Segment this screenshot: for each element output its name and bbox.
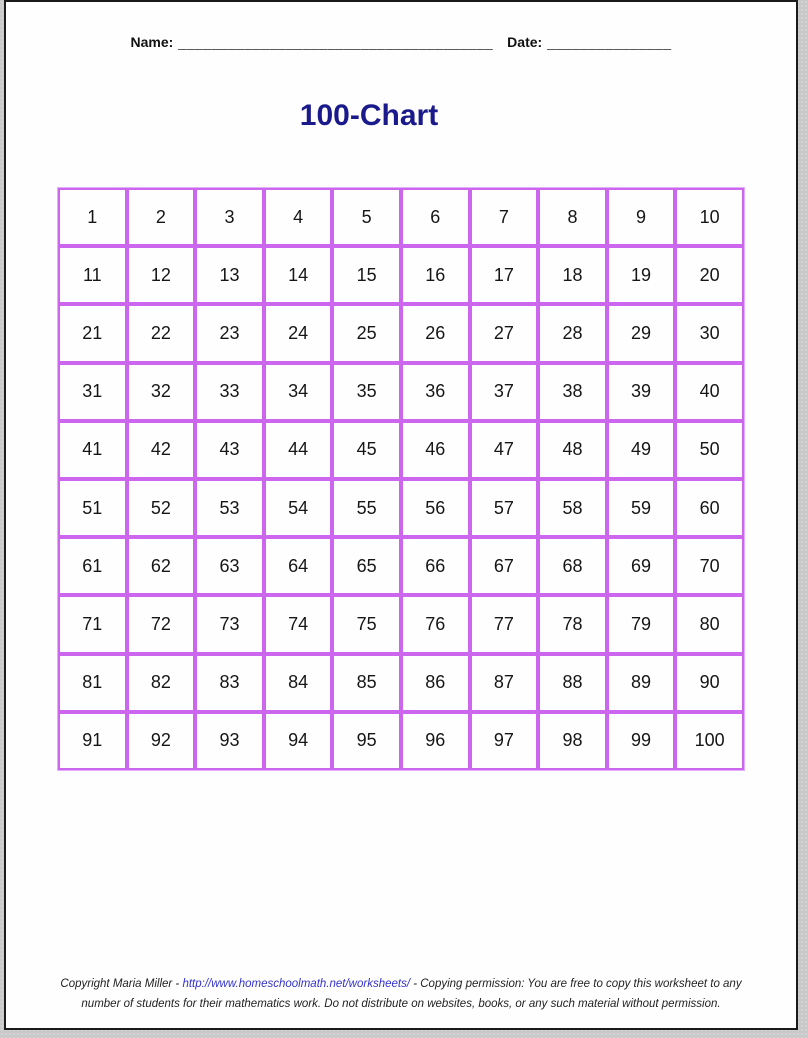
grid-cell: 1 [58,188,127,246]
grid-cell: 2 [127,188,196,246]
grid-cell: 87 [470,654,539,712]
grid-cell: 94 [264,712,333,770]
grid-cell: 82 [127,654,196,712]
grid-cell: 34 [264,363,333,421]
grid-cell: 81 [58,654,127,712]
grid-cell: 86 [401,654,470,712]
copyright-footer [48,974,754,1014]
grid-row [58,188,744,246]
grid-cell: 25 [332,304,401,362]
grid-row [58,479,744,537]
grid-cell: 92 [127,712,196,770]
grid-cell: 60 [675,479,744,537]
grid-cell: 97 [470,712,539,770]
grid-cell: 54 [264,479,333,537]
grid-cell: 27 [470,304,539,362]
grid-cell: 89 [607,654,676,712]
grid-cell: 78 [538,595,607,653]
grid-cell: 40 [675,363,744,421]
grid-cell: 7 [470,188,539,246]
grid-cell: 72 [127,595,196,653]
grid-cell: 41 [58,421,127,479]
grid-cell: 58 [538,479,607,537]
grid-cell: 39 [607,363,676,421]
worksheet-page [4,0,798,1030]
grid-cell: 96 [401,712,470,770]
grid-row [58,654,744,712]
grid-cell: 95 [332,712,401,770]
grid-cell: 77 [470,595,539,653]
grid-cell: 84 [264,654,333,712]
grid-cell: 48 [538,421,607,479]
grid-row [58,421,744,479]
grid-cell: 91 [58,712,127,770]
grid-cell: 73 [195,595,264,653]
grid-cell: 51 [58,479,127,537]
grid-cell: 4 [264,188,333,246]
grid-cell: 8 [538,188,607,246]
grid-cell: 93 [195,712,264,770]
grid-cell: 36 [401,363,470,421]
grid-cell: 56 [401,479,470,537]
grid-cell: 90 [675,654,744,712]
grid-cell: 13 [195,246,264,304]
grid-row [58,712,744,770]
grid-cell: 14 [264,246,333,304]
grid-cell: 12 [127,246,196,304]
grid-cell: 63 [195,537,264,595]
hundred-chart-table [57,187,745,771]
grid-cell: 46 [401,421,470,479]
grid-row [58,246,744,304]
page-title: 100-Chart [299,99,439,132]
grid-cell: 55 [332,479,401,537]
grid-cell: 35 [332,363,401,421]
grid-cell: 3 [195,188,264,246]
grid-cell: 18 [538,246,607,304]
grid-cell: 21 [58,304,127,362]
grid-cell: 15 [332,246,401,304]
grid-cell: 65 [332,537,401,595]
grid-cell: 37 [470,363,539,421]
grid-cell: 75 [332,595,401,653]
grid-cell: 66 [401,537,470,595]
name-blank-line: ______________________________________ [178,34,494,50]
grid-cell: 20 [675,246,744,304]
grid-cell: 85 [332,654,401,712]
grid-cell: 70 [675,537,744,595]
grid-cell: 6 [401,188,470,246]
grid-cell: 83 [195,654,264,712]
grid-cell: 98 [538,712,607,770]
name-label: Name: [130,34,174,50]
grid-cell: 53 [195,479,264,537]
grid-cell: 79 [607,595,676,653]
grid-cell: 16 [401,246,470,304]
grid-cell: 62 [127,537,196,595]
date-blank-line: _______________ [547,34,672,50]
grid-cell: 61 [58,537,127,595]
grid-cell: 74 [264,595,333,653]
grid-cell: 29 [607,304,676,362]
grid-cell: 26 [401,304,470,362]
grid-row [58,537,744,595]
grid-cell: 52 [127,479,196,537]
grid-cell: 100 [675,712,744,770]
grid-cell: 68 [538,537,607,595]
copyright-prefix: Copyright Maria Miller - [60,978,183,990]
grid-cell: 45 [332,421,401,479]
grid-row [58,304,744,362]
grid-cell: 76 [401,595,470,653]
grid-cell: 38 [538,363,607,421]
grid-cell: 43 [195,421,264,479]
copyright-suffix: - Copying permission: You are free to copy this worksheet to any number of students for their mathematics work. Do not distribute on websites, books, or any such material without permission. [81,978,742,1010]
grid-row [58,595,744,653]
grid-cell: 23 [195,304,264,362]
grid-cell: 28 [538,304,607,362]
grid-cell: 17 [470,246,539,304]
grid-cell: 59 [607,479,676,537]
grid-cell: 69 [607,537,676,595]
grid-cell: 5 [332,188,401,246]
grid-cell: 31 [58,363,127,421]
grid-row [58,363,744,421]
grid-cell: 30 [675,304,744,362]
grid-cell: 10 [675,188,744,246]
date-label: Date: [507,34,543,50]
grid-cell: 57 [470,479,539,537]
grid-cell: 67 [470,537,539,595]
grid-cell: 71 [58,595,127,653]
grid-cell: 47 [470,421,539,479]
grid-cell: 33 [195,363,264,421]
grid-cell: 9 [607,188,676,246]
hundred-chart-body [58,188,744,770]
name-date-header [6,34,796,50]
grid-cell: 49 [607,421,676,479]
grid-cell: 44 [264,421,333,479]
grid-cell: 50 [675,421,744,479]
homeschoolmath-link[interactable]: http://www.homeschoolmath.net/worksheets/ [182,978,411,990]
grid-cell: 22 [127,304,196,362]
grid-cell: 32 [127,363,196,421]
grid-cell: 88 [538,654,607,712]
grid-cell: 24 [264,304,333,362]
grid-cell: 80 [675,595,744,653]
grid-cell: 42 [127,421,196,479]
grid-cell: 99 [607,712,676,770]
grid-cell: 11 [58,246,127,304]
grid-cell: 19 [607,246,676,304]
grid-cell: 64 [264,537,333,595]
